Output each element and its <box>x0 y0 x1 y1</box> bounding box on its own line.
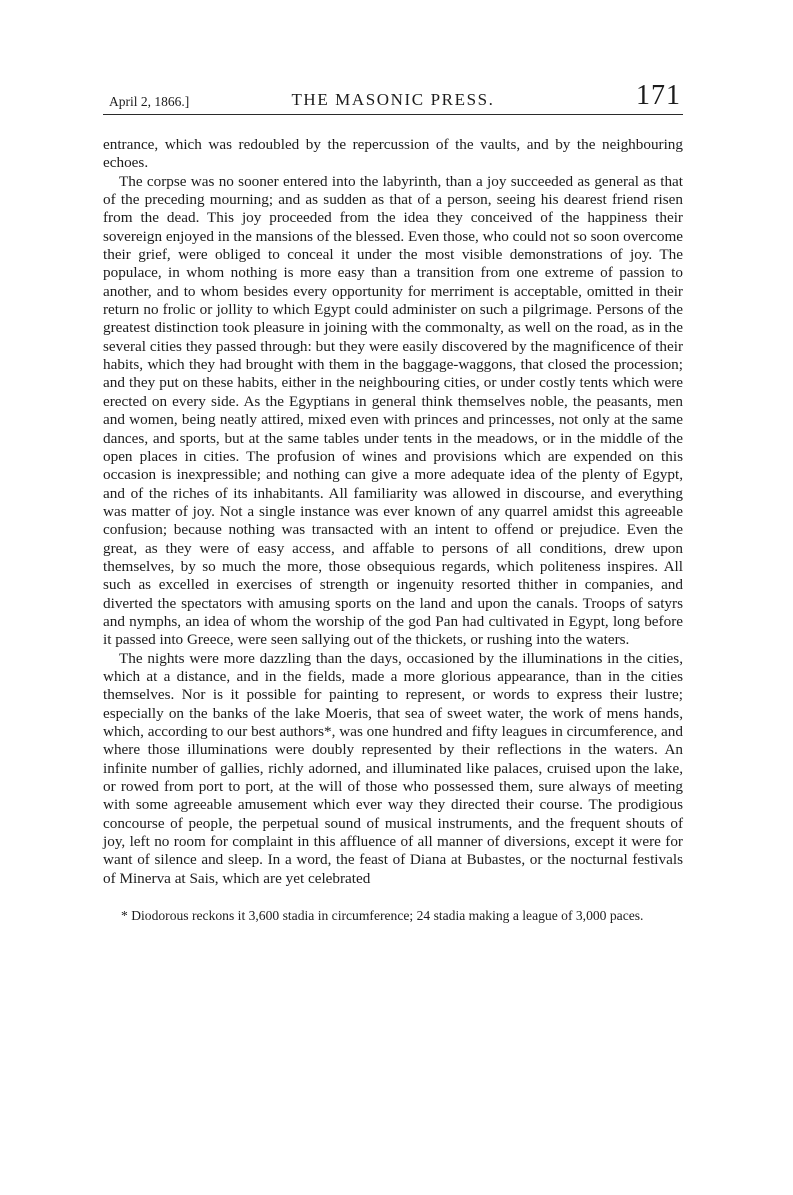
publication-title: THE MASONIC PRESS. <box>291 90 495 109</box>
issue-date: April 2, 1866.] <box>109 94 190 109</box>
paragraph-funeral-joy: The corpse was no sooner entered into the labyrinth, than a joy succeeded as general as that of the preceding mourning; and as sudden as that of a person, seeing his dearest friend risen from the dead. This joy proceeded from the idea they conceived of the happiness their sovereign enjoyed in the mansions of the blessed. Even those, who could not so soon overcome their grief, were obliged to conceal it under the most visible demonstrations of joy. The populace, in whom nothing is more easy than a transition from one extreme of passion to another, and to whom besides every opportunity for merriment is acceptable, omitted in their return no frolic or jollity to which Egypt could administer on such a pilgrimage. Persons of the greatest distinction took pleasure in joining with the commonalty, as well on the road, as in the several cities they passed through: but they were easily discovered by the magnificence of their habits, which they had brought with them in the baggage-waggons, that closed the procession; and they put on these habits, either in the neighbouring cities, or under costly tents which were erected on every side. As the Egyptians in general think themselves noble, the peasants, men and women, being neatly attired, mixed even with princes and princesses, not only at the same dances, and sports, but at the same tables under tents in the meadows, or in the middle of the open places in cities. The profusion of wines and provisions which are expended on this occasion is inexpressible; and nothing can give a more adequate idea of the plenty of Egypt, and of the riches of its inhabitants. All familiarity was allowed in discourse, and everything was matter of joy. Not a single instance was ever known of any quarrel amidst this agreeable confusion; because nothing was transacted with an intent to offend or prejudice. Even the great, as they were of easy access, and affable to persons of all conditions, drew upon themselves, by so much the more, those obsequious regards, which politeness inspires. All such as excelled in exercises of strength or ingenuity resorted thither in companies, and diverted the spectators with amusing sports on the land and upon the canals. Troops of satyrs and nymphs, an idea of whom the worship of the god Pan had cultivated in Egypt, long before it passed into Greece, were seen sallying out of the thickets, or rushing into the waters. <box>103 172 683 649</box>
paragraph-illuminations: The nights were more dazzling than the days, occasioned by the illuminations in the cities, which at a distance, and in the fields, made a more glorious appearance, than in the cities themselves. Nor is it possible for painting to represent, or words to express their lustre; especially on the banks of the lake Moeris, that sea of sweet water, the work of mens hands, which, according to our best authors*, was one hundred and fifty leagues in circumference, and where those illuminations were doubly represented by their reflections in the waters. An infinite number of gallies, richly adorned, and illuminated like palaces, cruised upon the lake, or rowed from port to port, at the will of those who possessed them, sure always of meeting with some agreeable amusement which ever way they directed their course. The prodigious concourse of people, the perpetual sound of musical instruments, and the frequent shouts of joy, left no room for complaint in this affluence of all manner of diversions, except it were for want of silence and sleep. In a word, the feast of Diana at Bubastes, or the nocturnal festivals of Minerva at Sais, which are yet celebrated <box>103 649 683 887</box>
footnote-text: * Diodorous reckons it 3,600 stadia in circumference; 24 stadia making a league of 3,000 paces. <box>121 908 644 924</box>
paragraph-continuation: entrance, which was redoubled by the repercussion of the vaults, and by the neighbouring echoes. <box>103 136 683 172</box>
running-head <box>103 70 683 115</box>
page-number: 171 <box>636 80 681 111</box>
footnote <box>103 907 683 925</box>
article-body <box>103 136 683 888</box>
page <box>103 70 683 1160</box>
